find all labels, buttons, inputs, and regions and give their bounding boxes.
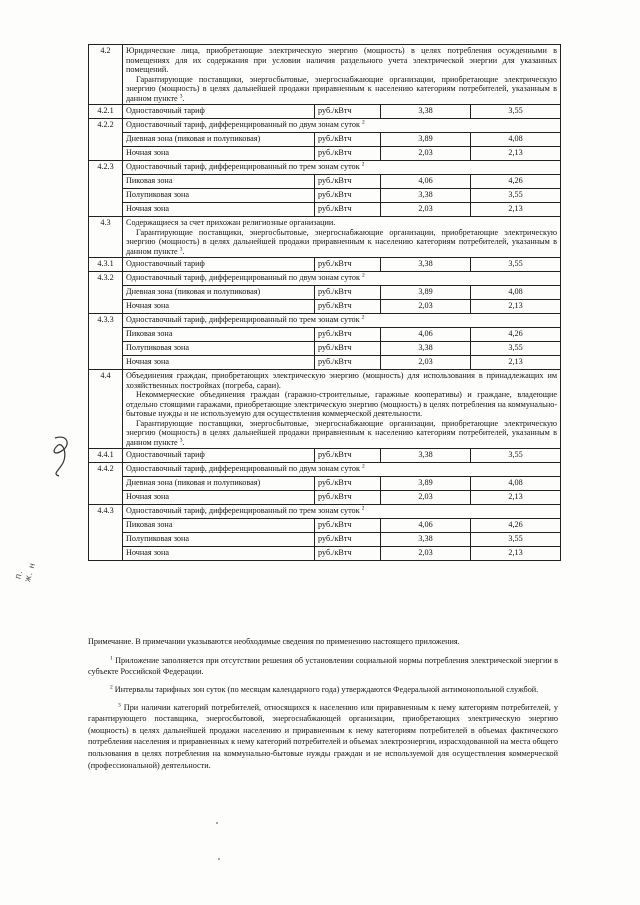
table-row: [89, 105, 561, 119]
unit-cell: руб./кВтч: [315, 342, 381, 356]
tariff-heading: Одноставочный тариф, дифференцированный по трем зонам суток $^2$: [123, 505, 561, 519]
zone-label: Полупиковая зона: [123, 189, 315, 203]
value-period-1: 3,38: [381, 533, 471, 547]
table-row: [89, 370, 561, 449]
value-period-2: 2,13: [471, 203, 561, 217]
table-row: [89, 356, 561, 370]
value-period-2: 4,08: [471, 286, 561, 300]
value-period-2: 3,55: [471, 258, 561, 272]
value-period-1: 2,03: [381, 147, 471, 161]
unit-cell: руб./кВтч: [315, 175, 381, 189]
table-row: [89, 147, 561, 161]
zone-label: Дневная зона (пиковая и полупиковая): [123, 286, 315, 300]
unit-cell: руб./кВтч: [315, 449, 381, 463]
tariff-label: Одноставочный тариф: [123, 105, 315, 119]
zone-label: Ночная зона: [123, 300, 315, 314]
zone-label: Пиковая зона: [123, 328, 315, 342]
unit-cell: руб./кВтч: [315, 519, 381, 533]
table-row: [89, 286, 561, 300]
unit-cell: руб./кВтч: [315, 105, 381, 119]
zone-label: Ночная зона: [123, 491, 315, 505]
unit-cell: руб./кВтч: [315, 189, 381, 203]
value-period-2: 3,55: [471, 342, 561, 356]
table-row: [89, 505, 561, 519]
value-period-2: 3,55: [471, 189, 561, 203]
zone-label: Ночная зона: [123, 203, 315, 217]
tariff-heading: Одноставочный тариф, дифференцированный по двум зонам суток $^2$: [123, 463, 561, 477]
value-period-1: 3,89: [381, 133, 471, 147]
table-row: [89, 533, 561, 547]
value-period-2: 2,13: [471, 147, 561, 161]
table-row: [89, 272, 561, 286]
table-row: [89, 45, 561, 105]
category-text: Гарантирующие поставщики, энергосбытовые, энергоснабжающие организации, приобретающие электрическую энергию (мощность) в целях дальнейшей продажи приравненным к населению категориям потребителей, указанным в данном пункте $^3$.: [126, 74, 558, 103]
table-row: [89, 175, 561, 189]
tariff-heading: Одноставочный тариф, дифференцированный по двум зонам суток $^2$: [123, 272, 561, 286]
value-period-1: 3,38: [381, 189, 471, 203]
value-period-1: 2,03: [381, 300, 471, 314]
value-period-1: 3,38: [381, 105, 471, 119]
row-number: 4.4.1: [89, 449, 123, 463]
value-period-2: 2,13: [471, 547, 561, 561]
category-description: [123, 45, 561, 105]
note-primechanie: Примечание. В примечании указываются необходимые сведения по применению настоящего приложения.: [88, 637, 460, 646]
category-text: Некоммерческие объединения граждан (гаражно-строительные, гаражные кооперативы) и граждане, владеющие отдельно стоящими гаражами, приобретающие электрическую энергию (мощность) в целях потребления на коммунально-бытовые нужды и не используемую для осуществления коммерческой деятельности.: [126, 390, 558, 419]
footnote-1: $^1$ Приложение заполняется при отсутствии решения об установлении социальной нормы потребления электрической энергии в субъекте Российской Федерации.: [88, 654, 558, 677]
row-number: 4.4: [89, 370, 123, 449]
table-row: [89, 258, 561, 272]
table-row: [89, 203, 561, 217]
unit-cell: руб./кВтч: [315, 547, 381, 561]
value-period-1: 3,38: [381, 342, 471, 356]
tariff-label: Одноставочный тариф: [123, 449, 315, 463]
zone-label: Дневная зона (пиковая и полупиковая): [123, 133, 315, 147]
category-text: Гарантирующие поставщики, энергосбытовые, энергоснабжающие организации, приобретающие электрическую энергию (мощность) в целях дальнейшей продажи приравненным к населению категориям потребителей, указанным в данном пункте $^3$.: [126, 418, 558, 447]
value-period-2: 2,13: [471, 300, 561, 314]
unit-cell: руб./кВтч: [315, 477, 381, 491]
value-period-2: 3,55: [471, 533, 561, 547]
value-period-1: 4,06: [381, 519, 471, 533]
category-description: [123, 370, 561, 449]
handwritten-mark-icon: [45, 430, 77, 480]
unit-cell: руб./кВтч: [315, 356, 381, 370]
footnote-mark: 1: [110, 654, 113, 661]
unit-cell: руб./кВтч: [315, 328, 381, 342]
category-text: Содержащиеся за счет прихожан религиозные организации.: [126, 218, 336, 228]
zone-label: Полупиковая зона: [123, 533, 315, 547]
value-period-1: 3,89: [381, 286, 471, 300]
unit-cell: руб./кВтч: [315, 300, 381, 314]
value-period-1: 2,03: [381, 203, 471, 217]
category-description: [123, 217, 561, 258]
row-number: 4.2.1: [89, 105, 123, 119]
tariff-heading: Одноставочный тариф, дифференцированный по трем зонам суток $^2$: [123, 161, 561, 175]
row-number: 4.4.2: [89, 463, 123, 505]
value-period-2: 4,08: [471, 133, 561, 147]
table-row: [89, 342, 561, 356]
value-period-1: 2,03: [381, 547, 471, 561]
table-row: [89, 477, 561, 491]
zone-label: Ночная зона: [123, 147, 315, 161]
tariff-table: [88, 44, 561, 561]
table-row: [89, 161, 561, 175]
value-period-2: 3,55: [471, 449, 561, 463]
unit-cell: руб./кВтч: [315, 258, 381, 272]
table-row: [89, 491, 561, 505]
unit-cell: руб./кВтч: [315, 491, 381, 505]
unit-cell: руб./кВтч: [315, 286, 381, 300]
value-period-1: 2,03: [381, 356, 471, 370]
footnote-3: $^3$ При наличии категорий потребителей, относящихся к населению или приравненным к нему категориям потребителей, у гарантирующего поставщика, энергосбытовой, энергоснабжающей организации, приобретающих электрическую энергию (мощность) в целях дальнейшей продажи населению и приравненным к нему категориям потребителей в объемах фактического потребления населения и приравненных к нему категорий потребителей и объемах электроэнергии, израсходованной на места общего пользования в целях потребления на коммунально-бытовые нужды граждан и не используемой для осуществления коммерческой (профессиональной) деятельности.: [88, 701, 558, 770]
value-period-2: 4,26: [471, 328, 561, 342]
tariff-label: Одноставочный тариф: [123, 258, 315, 272]
footnote-2: $^2$ Интервалы тарифных зон суток (по месяцам календарного года) утверждаются Федеральной антимонопольной службой.: [110, 684, 539, 694]
category-text: Юридические лица, приобретающие электрическую энергию (мощность) в целях потребления осужденными в помещениях для их содержания при условии наличия раздельного учета электрической энергии для указанных помещений.: [126, 46, 558, 75]
row-number: 4.2.3: [89, 161, 123, 217]
table-row: [89, 328, 561, 342]
value-period-2: 4,26: [471, 175, 561, 189]
tariff-heading: Одноставочный тариф, дифференцированный по двум зонам суток $^2$: [123, 119, 561, 133]
value-period-2: 2,13: [471, 356, 561, 370]
zone-label: Пиковая зона: [123, 519, 315, 533]
value-period-1: 3,38: [381, 258, 471, 272]
table-row: [89, 463, 561, 477]
row-number: 4.2: [89, 45, 123, 105]
unit-cell: руб./кВтч: [315, 533, 381, 547]
tariff-heading: Одноставочный тариф, дифференцированный по трем зонам суток $^2$: [123, 314, 561, 328]
value-period-1: 3,38: [381, 449, 471, 463]
category-text: Объединения граждан, приобретающих электрическую энергию (мощность) для использования в принадлежащих им хозяйственных постройках (погреба, сараи).: [126, 371, 558, 390]
row-number: 4.3.3: [89, 314, 123, 370]
row-number: 4.3.2: [89, 272, 123, 314]
row-number: 4.3.1: [89, 258, 123, 272]
row-number: 4.2.2: [89, 119, 123, 161]
row-number: 4.3: [89, 217, 123, 258]
zone-label: Пиковая зона: [123, 175, 315, 189]
row-number: 4.4.3: [89, 505, 123, 561]
notes-section: [88, 636, 558, 778]
unit-cell: руб./кВтч: [315, 147, 381, 161]
table-row: [89, 314, 561, 328]
category-text: Гарантирующие поставщики, энергосбытовые, энергоснабжающие организации, приобретающие электрическую энергию (мощность) в целях дальнейшей продажи приравненным к населению категориям потребителей, указанным в данном пункте $^3$.: [126, 227, 558, 256]
scan-speck: [216, 822, 218, 824]
value-period-2: 4,08: [471, 477, 561, 491]
footnote-mark: 2: [110, 684, 113, 691]
value-period-2: 4,26: [471, 519, 561, 533]
table-row: [89, 189, 561, 203]
value-period-1: 3,89: [381, 477, 471, 491]
table-row: [89, 133, 561, 147]
zone-label: Полупиковая зона: [123, 342, 315, 356]
table-row: [89, 547, 561, 561]
zone-label: Ночная зона: [123, 356, 315, 370]
table-row: [89, 217, 561, 258]
value-period-1: 4,06: [381, 328, 471, 342]
footnote-mark: 3: [118, 701, 121, 708]
value-period-2: 2,13: [471, 491, 561, 505]
table-row: [89, 119, 561, 133]
value-period-1: 2,03: [381, 491, 471, 505]
scan-speck: [218, 858, 220, 860]
value-period-2: 3,55: [471, 105, 561, 119]
table-row: [89, 519, 561, 533]
table-row: [89, 449, 561, 463]
zone-label: Ночная зона: [123, 547, 315, 561]
unit-cell: руб./кВтч: [315, 133, 381, 147]
value-period-1: 4,06: [381, 175, 471, 189]
zone-label: Дневная зона (пиковая и полупиковая): [123, 477, 315, 491]
table-row: [89, 300, 561, 314]
margin-annotation: п. ж. н: [12, 560, 38, 583]
unit-cell: руб./кВтч: [315, 203, 381, 217]
